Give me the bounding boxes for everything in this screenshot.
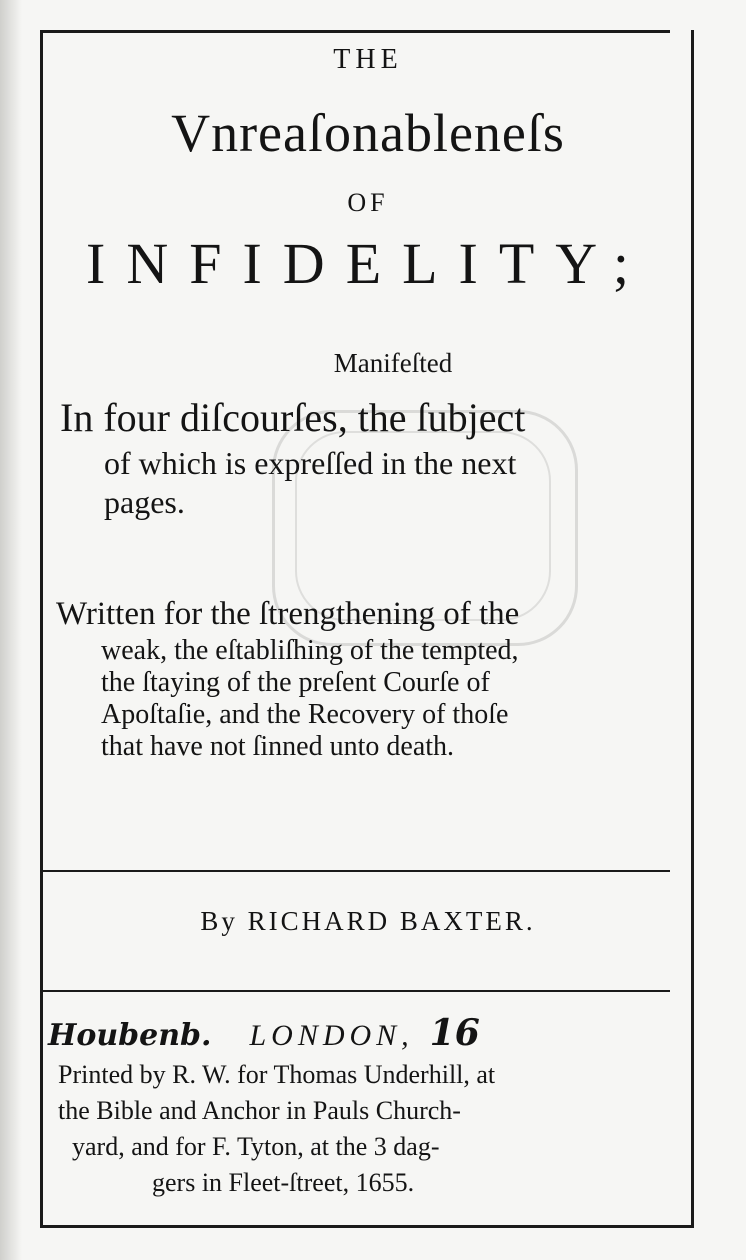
imprint-first-line — [48, 1012, 704, 1054]
imprint-line-1: Printed by R. W. for Thomas Underhill, at — [58, 1060, 496, 1089]
title-unreasonableness: Vnreaſonableneſs — [171, 103, 565, 163]
purpose-line-3: the ſtaying of the preſent Courſe of — [101, 667, 490, 698]
frame-bottom-rule — [40, 1225, 694, 1228]
purpose-line-2: weak, the eſtabliſhing of the tempted, — [101, 635, 519, 666]
title-main-block — [40, 102, 696, 164]
author-block — [40, 906, 696, 937]
title-infidelity-block — [40, 230, 696, 297]
imprint-line-2: the Bible and Anchor in Pauls Church- — [58, 1096, 461, 1125]
page-edge-shadow — [0, 0, 22, 1260]
title-infidelity: INFIDELITY; — [86, 231, 650, 296]
subtitle-manifested: Manifeſted — [333, 348, 453, 378]
purpose-block — [56, 596, 712, 763]
title-block — [40, 44, 696, 76]
handwritten-number: 16 — [429, 1012, 480, 1054]
imprint-line-4: gers in Fleet-ſtreet, 1655. — [152, 1168, 415, 1197]
frame-top-rule — [40, 30, 670, 33]
purpose-line-4: Apoſtaſie, and the Recovery of thoſe — [101, 699, 509, 730]
subtitle-line-3: of which is expreſſed in the next — [104, 445, 517, 481]
subtitle-body — [60, 394, 716, 521]
subtitle-line-2: In four diſcourſes, the ſubject — [60, 395, 526, 440]
purpose-line-5: that have not ſinned unto death. — [101, 731, 455, 762]
imprint-body — [58, 1060, 714, 1198]
title-the: THE — [333, 44, 403, 75]
author-name: By RICHARD BAXTER. — [200, 906, 536, 936]
title-of: OF — [347, 188, 389, 217]
subtitle-line-4: pages. — [104, 484, 185, 520]
subtitle-block — [40, 348, 696, 379]
imprint-city: LONDON, — [249, 1019, 414, 1052]
imprint-line-3: yard, and for F. Tyton, at the 3 dag- — [72, 1132, 440, 1161]
title-page-frame — [40, 30, 696, 1230]
author-bottom-rule — [40, 990, 670, 992]
title-of-block — [40, 188, 696, 218]
purpose-line-1: Written for the ſtrengthening of the — [56, 596, 520, 632]
author-top-rule — [40, 870, 670, 872]
handwritten-owner-name: Houbenb. — [48, 1018, 212, 1053]
